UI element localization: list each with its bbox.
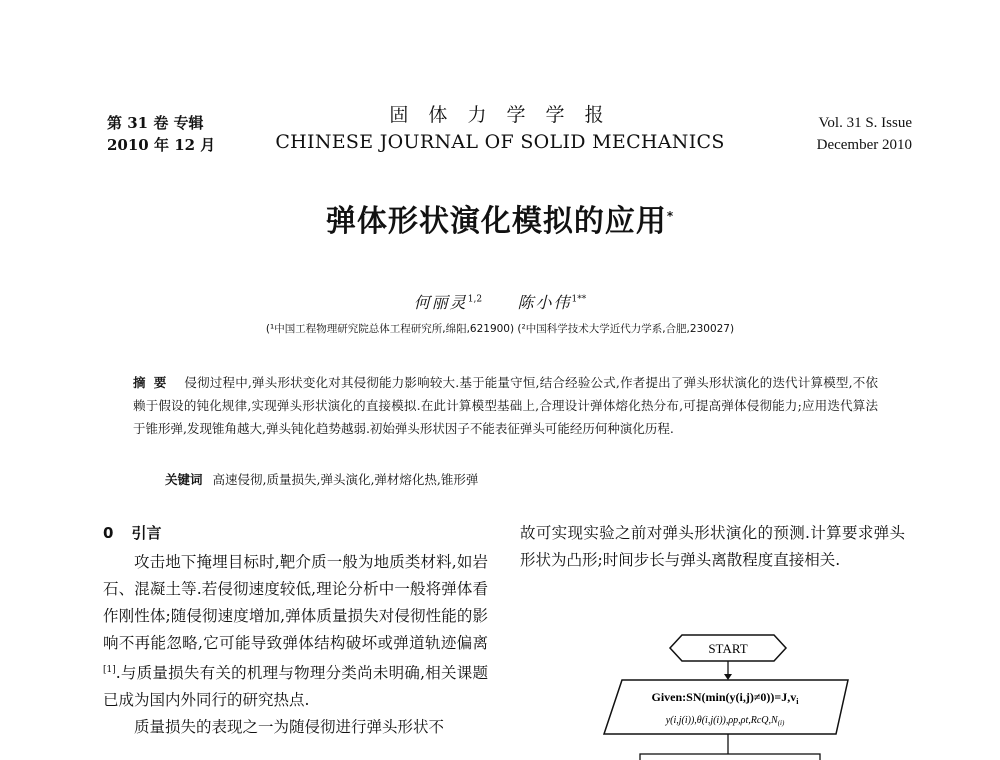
issue-info-en — [817, 112, 912, 156]
paragraph: 故可实现实验之前对弹头形状演化的预测.计算要求弹头形状为凸形;时间步长与弹头离散程度直接相关. — [520, 524, 905, 569]
given-line-1 — [652, 690, 800, 706]
journal-title — [270, 102, 730, 156]
next-process-box — [640, 754, 820, 760]
volume-label: 第 31 卷 专辑 — [107, 114, 204, 132]
start-label: START — [708, 641, 748, 656]
issue-info — [107, 112, 215, 156]
body-right-column — [520, 520, 905, 574]
flowchart — [600, 630, 860, 760]
paragraph-text: .与质量损失有关的机理与物理分类尚未明确,相关课题已成为国内外同行的研究热点. — [103, 664, 488, 710]
section-title: 引言 — [131, 524, 162, 542]
keywords-text: 高速侵彻,质量损失,弹头演化,弹材熔化热,锥形弹 — [212, 472, 479, 487]
section-number: 0 — [103, 524, 114, 542]
abstract-text: 侵彻过程中,弹头形状变化对其侵彻能力影响较大.基于能量守恒,结合经验公式,作者提出了弹头形状演化的迭代计算模型,不依赖于假设的钝化规律,实现弹头形状演化的直接模拟.在此计算模型基础上,合理设计弹体熔化热分布,可提高弹体侵彻能力;应用迭代算法于锥形弹,发现锥角越大,弹头钝化趋势越弱.初始弹头形状因子不能表征弹头可能经历何种演化历程. — [133, 375, 878, 436]
author-name: 陈小伟 — [517, 293, 572, 312]
flow-arrowhead — [724, 674, 732, 680]
author-line — [0, 290, 1000, 313]
author-name: 何丽灵 — [413, 293, 468, 312]
issue-date-en: December 2010 — [816, 137, 912, 153]
abstract-label: 摘要 — [133, 375, 175, 390]
volume-label-en: Vol. 31 S. Issue — [818, 115, 912, 131]
paper-title — [0, 196, 1000, 240]
paragraph-text: 攻击地下掩埋目标时,靶介质一般为地质类材料,如岩石、混凝土等.若侵彻速度较低,理论分析中一般将弹体看作刚性体;随侵彻速度增加,弹体质量损失对侵彻性能的影响不再能忽略,它可能导致弹体结构破坏或弹道轨迹偏离 — [103, 553, 488, 652]
citation-ref: [1] — [103, 665, 116, 675]
section-heading — [103, 520, 488, 547]
given-line-2 — [665, 715, 785, 727]
keywords — [165, 470, 478, 488]
title-footnote-mark: * — [666, 209, 675, 223]
flowchart-input-node — [604, 680, 848, 734]
given-line-1-sub: i — [796, 697, 799, 706]
paper-title-text: 弹体形状演化模拟的应用 — [325, 204, 667, 239]
author-affil-mark: 1** — [571, 294, 587, 305]
keywords-label: 关键词 — [165, 472, 203, 487]
abstract — [133, 371, 878, 440]
given-line-2-text: y(i,j(i)),θ(i,j(i)),ρp,ρt,RcQ,N — [665, 715, 778, 726]
affiliations: (¹中国工程物理研究院总体工程研究所,绵阳,621900) (²中国科学技术大学近代力学系,合肥,230027) — [265, 323, 735, 335]
journal-name-en: CHINESE JOURNAL OF SOLID MECHANICS — [275, 131, 725, 153]
body-left-column — [103, 520, 488, 741]
paragraph: 质量损失的表现之一为随侵彻进行弹头形状不 — [134, 718, 445, 737]
journal-name-cn: 固 体 力 学 学 报 — [389, 104, 611, 126]
given-line-1-text: Given:SN(min(y(i,j)≠0))=J,v — [651, 690, 797, 704]
given-line-2-sub: (i) — [777, 719, 785, 727]
flowchart-start-node — [670, 635, 786, 661]
paragraph — [103, 549, 488, 714]
issue-date-cn: 2010 年 12 月 — [107, 136, 216, 154]
author-affil-mark: 1,2 — [467, 294, 483, 305]
